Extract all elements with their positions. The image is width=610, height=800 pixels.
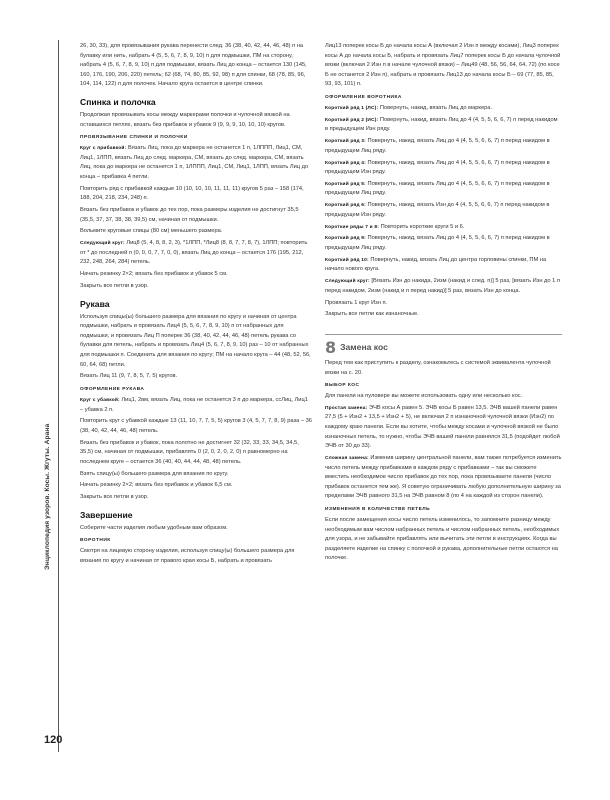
short-row-2 (325, 116, 562, 135)
back-front-paragraph: Продолжая провязывать косы между маркерами полочки и чулочной вязкой на оставшихся петлях, вязать без прибавок и убавок 9 (9, 9, 9, 10, 10, 10) кругов. (80, 111, 290, 128)
sleeves-paragraph: Используя спицы(ы) большего размера для вязания по кругу и начиная от центра подмышки, набрать и провязать Лиц4 (5, 5, 6, 7, 8, 9, 10) п от набранных для подмышки, и провязать Лиц П поперек 36 (38, 40, 42, 44, 46, 48) петель рукава со булавки для петель, набрать и провязать Лиц4 (5, 6, 7, 8, 9, 10) раз – 10 от набранных для подмышки п. Соединить для вязания по кругу; ПМ на начало круга – 44 (48, 52, 56, 60, 64, 68) петли. (80, 313, 311, 368)
short-row-3 (325, 137, 562, 156)
short-row-10 (325, 256, 562, 275)
next-round-paragraph (80, 239, 312, 268)
decrease-round-text: Лиц1, 2вм, вязать Лиц, пока не останется 3 п до маркера, ссЛиц, Лиц1 – убавка 2 п. (80, 396, 308, 413)
collar-paragraph: Смотря на лицевую сторону изделия, используя спицу(ы) большего размера для вязания по кругу и начиная от правого края косы Б, набрать и провязать (80, 548, 295, 564)
simple-substitution-label: Простая замена: (325, 405, 368, 411)
short-row-1-text: Повернуть, накид, вязать Лиц до маркера. (379, 104, 493, 111)
box-intro: Перед тем как приступить к разделу, ознакомьтесь с системой эквивалента чулочной вязки на с. 20. (325, 359, 551, 376)
decrease-round-paragraph (80, 396, 312, 415)
next-round-label: Следующий круг: (80, 241, 125, 247)
choose-cables-paragraph: Для панели на пуловере вы можете использовать одну или несколько кос. (325, 393, 523, 400)
cable-substitution-box (325, 334, 562, 564)
collar-purl-round: Провязать 1 круг Изн п. (325, 299, 388, 306)
subheading-back-front: ПРОВЯЗЫВАНИЕ СПИНКИ И ПОЛОЧКИ (80, 135, 188, 141)
complex-substitution-label: Сложная замена: (325, 456, 369, 462)
box-heading (325, 337, 562, 357)
short-row-7-8-label: Короткие ряды 7 и 8: (325, 224, 379, 230)
short-row-5 (325, 180, 562, 199)
collar-next-round-text: [Вязать Изн до накида, 2изм (накид и след. п)] 5 раз, [вязать Изн до 1 п перед накидом, 2изм (накид и п перед накид)] 5 раз, вязать Изн до конца. (325, 278, 560, 294)
short-row-1 (325, 104, 562, 114)
short-row-10-label: Короткий ряд 10: (325, 257, 369, 263)
page-number: 120 (44, 734, 63, 746)
subheading-choose-cables: ВЫБОР КОС (325, 383, 360, 389)
next-round-text: Лиц8 (5, 4, 8, 8, 2, 3), *1ЛПП, *Лиц8 (8, 8, 7, 7, 8, 7), 1ЛПП; повторить от * до последней п (0, 0, 0, 7, 7, 0, 0), вязать Лиц до конца – остается 176 (195, 212, 232, 248, 264, 284) петель. (80, 240, 308, 266)
margin-rule (58, 40, 59, 752)
repeat-increase-paragraph: Повторить ряд с прибавкой каждые 10 (10, 10, 10, 11, 11, 11) кругов 5 раз – 158 (174, 188, 204, 218, 234, 248) п. (80, 185, 304, 202)
bind-off-paragraph: Закрыть все петли в узор. (80, 283, 149, 289)
short-row-2-text: Повернуть, накид, вязать Лиц до 4 (4, 5, 5, 6, 6, 7) п перед накидом в предыдущем Изн ряду. (325, 116, 558, 133)
sleeve-ribbing-paragraph: Начать резинку 2×2; вязать без прибавок и убавок 6,5 см. (80, 482, 233, 489)
short-row-7-8 (325, 223, 562, 233)
short-row-4-text: Повернуть, накид, вязать Лиц до 4 (4, 5, 5, 6, 6, 7) п перед накидом в предыдущем Изн ряду. (325, 159, 550, 176)
collar-next-round-label: Следующий круг: (325, 279, 370, 285)
box-title: Замена кос (340, 342, 388, 353)
sleeve-length-paragraph: Вязать без прибавок и убавок, пока полотно не достигнет 32 (32, 33, 33, 34,5, 34,5, 35,5) см, начиная от подмышки, прибавлять 0 (2, 0, 2, 0, 2, 0) п равномерно на последнем круге – остается 36 (40, 40, 44, 44, 48, 48) петель. (80, 439, 299, 465)
right-column (325, 42, 562, 742)
short-row-5-label: Короткий ряд 5: (325, 181, 366, 187)
short-row-1-label: Короткий ряд 1 (ЛС): (325, 105, 379, 111)
ribbing-paragraph: Начать резинку 2×2; вязать без прибавок и убавок 5 см. (80, 271, 228, 278)
finishing-paragraph: Соберите части изделия любым удобным вам образом. (80, 524, 228, 531)
short-row-7-8-text: Повторить короткие круги 5 и 6. (380, 223, 465, 230)
simple-substitution-text: ЭЧВ косы А равен 5. ЭЧВ косы Б равен 13,5. ЭЧВ вашей панели равен 27,5 (5 + Изн2 + 13,5 + Изн2 + 5), не включая 2 п изнаночной чулочной вязки (Изн2) по каждому краю панели. Если вы хотите, чтобы между косами и чулочной вязкой не было изнаночных петель, то нужно, чтобы ЭЧВ вашей панели равнялся 31,5 (подойдет любой ЭЧВ от 30 до 33). (325, 404, 560, 450)
sleeve-bind-off-paragraph: Закрыть все петли в узор. (80, 494, 149, 501)
sleeves-knit-rounds: Вязать Лиц 11 (9, 7, 8, 5, 7, 5) кругов. (80, 373, 178, 380)
decrease-round-label: Круг с убавкой: (80, 397, 120, 403)
complex-substitution-text: Изменив ширину центральной панели, вам также потребуется изменить число петель между прибавками в каждом ряду с прибавками – так вы сможете вместить необходимое число прибавок до тех пор, пока провязываете панели (число прибавок останется тем же). Я советую ограничивать любую дополнительную ширину за пределами ЭЧВ равного 31,5 на ЭЧВ равном 8 (по 4 на каждой из сторон панели). (325, 455, 562, 500)
subheading-sleeve-shaping: ОФОРМЛЕНИЕ РУКАВА (80, 386, 145, 392)
short-row-2-label: Короткий ряд 2 (ИС): (325, 117, 379, 123)
short-row-9-label: Короткий ряд 9: (325, 236, 366, 242)
section-title-back-front: Спинка и полочка (80, 96, 156, 107)
subheading-collar-shaping: ОФОРМЛЕНИЕ ВОРОТНИКА (325, 94, 402, 100)
left-column (80, 42, 312, 742)
increase-round-label: Круг с прибавкой: (80, 146, 127, 152)
stitch-count-paragraph: Если после замещения косы число петель изменилось, то запомните разницу между необходимым вам числом набранных петель и числом набранных петель, необходимых для узора, и не забывайте прибавлять или вычитать эти петли в инструкциях. Когда вы разделяете изделие на спинку с полочкой и рукава, дополнительные петли остаются на полочке. (325, 517, 560, 562)
increase-round-paragraph (80, 144, 312, 182)
short-row-10-text: Повернуть, накид, вязать Лиц до центра горловины спинки, ПМ на начало нового круга. (325, 256, 547, 273)
box-number: 8 (325, 337, 337, 357)
simple-substitution (325, 404, 562, 452)
sleeve-needles-paragraph: Взять спицу(ы) большего размера для вязания по кругу. (80, 470, 229, 477)
complex-substitution (325, 454, 562, 502)
short-row-3-label: Короткий ряд 3: (325, 139, 366, 145)
collar-next-round (325, 277, 562, 296)
left-intro: 26, 30, 33), для провязывания рукава перенести след. 36 (38, 40, 42, 44, 46, 48) п на булавку или нить, набрать 4 (5, 5, 6, 7, 8, 9, 10) п для подмышки, ПМ на сторону, набрать 4 (5, 6, 7, 8, 9, 10) п для подмышки, вязать Лиц до конца – остается 130 (145, 160, 176, 190, 206, 220) петель; 62 (68, 74, 80, 85, 92, 98) п для спинки, 68 (78, 85, 96, 104, 114, 122) п для полочек. Начало круга остается в центре спинки. (80, 43, 307, 88)
collar-bind-off: Закрыть все петли как изнаночные. (325, 311, 419, 318)
section-title-finishing: Завершение (80, 509, 133, 520)
subheading-stitch-count: ИЗМЕНЕНИЯ В КОЛИЧЕСТВЕ ПЕТЕЛЬ (325, 507, 431, 512)
increase-round-text: Вязать Лиц, пока до маркера не останется 1 п, 1ЛППП, Лиц1, СМ, Лиц1, 1ЛПП, вязать Лиц до след. маркера, СМ, вязать до след. маркера, СМ, вязать Лиц, пока до маркера не останется 1 п, 1ЛППП, Лиц1, СМ, Лиц1, 1ЛПП, вязать Лиц до конца – прибавка 4 петли. (80, 145, 309, 180)
short-row-9-text: Повернуть, накид, вязать Лиц до 4 (4, 5, 5, 6, 6, 7) п перед накидом в предыдущем Лиц ряду. (325, 235, 550, 251)
subheading-collar: ВОРОТНИК (80, 538, 111, 544)
short-row-9 (325, 234, 562, 253)
short-row-6-label: Короткий ряд 6: (325, 203, 366, 209)
running-title: Энциклопедия узоров. Косы. Жгуты. Арана (44, 423, 51, 570)
needles-paragraph: Вольмите круговые спицы (80 см) меньшего размера. (80, 228, 223, 235)
short-row-6 (325, 201, 562, 220)
right-intro: Лиц13 поперек косы Б до начала косы А (включая 2 Изн п между косами), Лиц3 поперек косы А до начала косы Б, набрать и провязать Лиц7 поперек косы Б до начала чулочной вязки (включая 2 Изн п в начале чулочной вязки) – Лиц49 (48, 56, 56, 64, 64, 72) (по косе Б не останется 2 Изн п), набрать и провязать Лиц13 до начала косы Б – 69 (77, 85, 85, 93, 93, 101) п. (325, 43, 561, 88)
short-row-4-label: Короткий ряд 4: (325, 160, 366, 166)
length-paragraph: Вязать без прибавок и убавок до тех пор, пока размеры изделия не достигнут 35,5 (35,5, 37, 37, 38, 38, 39,5) см, начиная от подмышки. (80, 207, 299, 223)
short-row-6-text: Повернуть, накид, вязать Изн до 4 (4, 5, 5, 6, 6, 7) п перед накидом в предыдущем Изн ряду. (325, 202, 550, 218)
section-title-sleeves: Рукава (80, 298, 110, 309)
short-row-5-text: Повернуть, накид, вязать Лиц до 4 (4, 5, 5, 6, 6, 7) п перед накидом в предыдущем Лиц ряду. (325, 180, 550, 197)
repeat-decrease-paragraph: Повторить круг с убавкой каждые 13 (11, 10, 7, 7, 5, 5) кругов 3 (4, 5, 7, 7, 8, 9) раза – 36 (38, 40, 42, 44, 46, 48) петель. (80, 418, 312, 434)
short-row-3-text: Повернуть, накид, вязать Лиц до 4 (4, 5, 5, 6, 6, 7) п перед накидом в предыдущем Лиц ряду. (325, 138, 550, 154)
short-row-4 (325, 159, 562, 178)
